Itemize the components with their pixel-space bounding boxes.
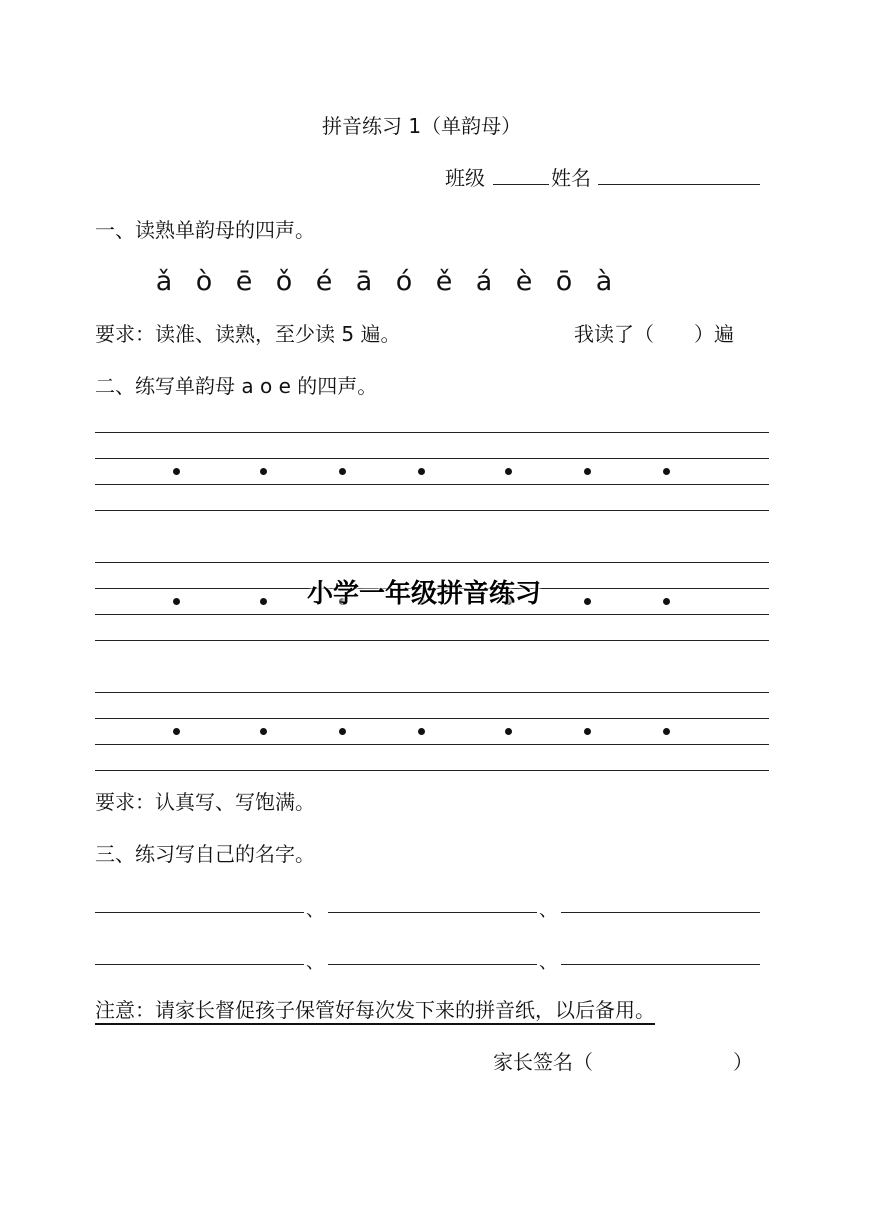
- pinyin-letter: ē: [235, 266, 253, 297]
- read-count: 我读了（ ）遍: [574, 322, 734, 346]
- guide-dot: [505, 468, 512, 475]
- section3-heading: 三、练习写自己的名字。: [95, 842, 315, 866]
- writing-line: [95, 770, 769, 771]
- parent-notice: 注意：请家长督促孩子保管好每次发下来的拼音纸，以后备用。: [95, 998, 655, 1022]
- guide-dot: [260, 728, 267, 735]
- guide-dot: [663, 728, 670, 735]
- name-label: 姓名: [551, 166, 591, 190]
- name-writing-blank[interactable]: [561, 964, 760, 965]
- guide-dot: [418, 468, 425, 475]
- guide-dot: [418, 728, 425, 735]
- guide-dot: [173, 728, 180, 735]
- section1-requirement: 要求：读准、读熟，至少读 5 遍。: [95, 322, 401, 346]
- writing-line: [95, 510, 769, 511]
- separator: 、: [306, 952, 324, 973]
- guide-dot: [584, 598, 591, 605]
- watermark: 小学一年级拼音练习: [307, 579, 542, 609]
- writing-line: [95, 614, 769, 615]
- name-writing-blank[interactable]: [95, 912, 304, 913]
- guide-dot: [339, 468, 346, 475]
- writing-line: [95, 562, 769, 563]
- pinyin-letter: è: [515, 266, 533, 297]
- writing-line: [95, 432, 769, 433]
- writing-line: [95, 484, 769, 485]
- pinyin-letter: ǎ: [155, 266, 173, 297]
- guide-dot: [663, 598, 670, 605]
- guide-dot: [173, 468, 180, 475]
- pinyin-letter: ǒ: [275, 266, 293, 297]
- writing-line: [95, 640, 769, 641]
- guide-dot: [173, 598, 180, 605]
- section2-requirement: 要求：认真写、写饱满。: [95, 790, 315, 814]
- pinyin-letter: ò: [195, 266, 213, 297]
- separator: 、: [539, 900, 557, 921]
- parent-signature[interactable]: 家长签名（ ）: [493, 1050, 753, 1074]
- guide-dot: [663, 468, 670, 475]
- writing-line: [95, 692, 769, 693]
- section2-heading: 二、练写单韵母 a o e 的四声。: [95, 374, 378, 398]
- guide-dot: [505, 728, 512, 735]
- name-writing-blank[interactable]: [328, 964, 537, 965]
- name-blank[interactable]: [598, 184, 760, 185]
- pinyin-letter: é: [315, 266, 333, 297]
- writing-line: [95, 458, 769, 459]
- writing-line: [95, 744, 769, 745]
- pinyin-letter: ě: [435, 266, 453, 297]
- guide-dot: [260, 468, 267, 475]
- page-title: 拼音练习 1（单韵母）: [322, 114, 522, 138]
- guide-dot: [584, 468, 591, 475]
- guide-dot: [339, 728, 346, 735]
- pinyin-letters-row: [144, 266, 624, 297]
- separator: 、: [539, 952, 557, 973]
- class-blank[interactable]: [493, 184, 549, 185]
- section1-heading: 一、读熟单韵母的四声。: [95, 218, 315, 242]
- pinyin-letter: ó: [395, 266, 413, 297]
- name-writing-blank[interactable]: [328, 912, 537, 913]
- guide-dot: [584, 728, 591, 735]
- name-writing-blank[interactable]: [561, 912, 760, 913]
- pinyin-letter: ā: [355, 266, 373, 297]
- class-label: 班级: [445, 166, 485, 190]
- pinyin-letter: á: [475, 266, 493, 297]
- pinyin-letter: ō: [555, 266, 573, 297]
- separator: 、: [306, 900, 324, 921]
- writing-line: [95, 718, 769, 719]
- pinyin-letter: à: [595, 266, 613, 297]
- name-writing-blank[interactable]: [95, 964, 304, 965]
- guide-dot: [260, 598, 267, 605]
